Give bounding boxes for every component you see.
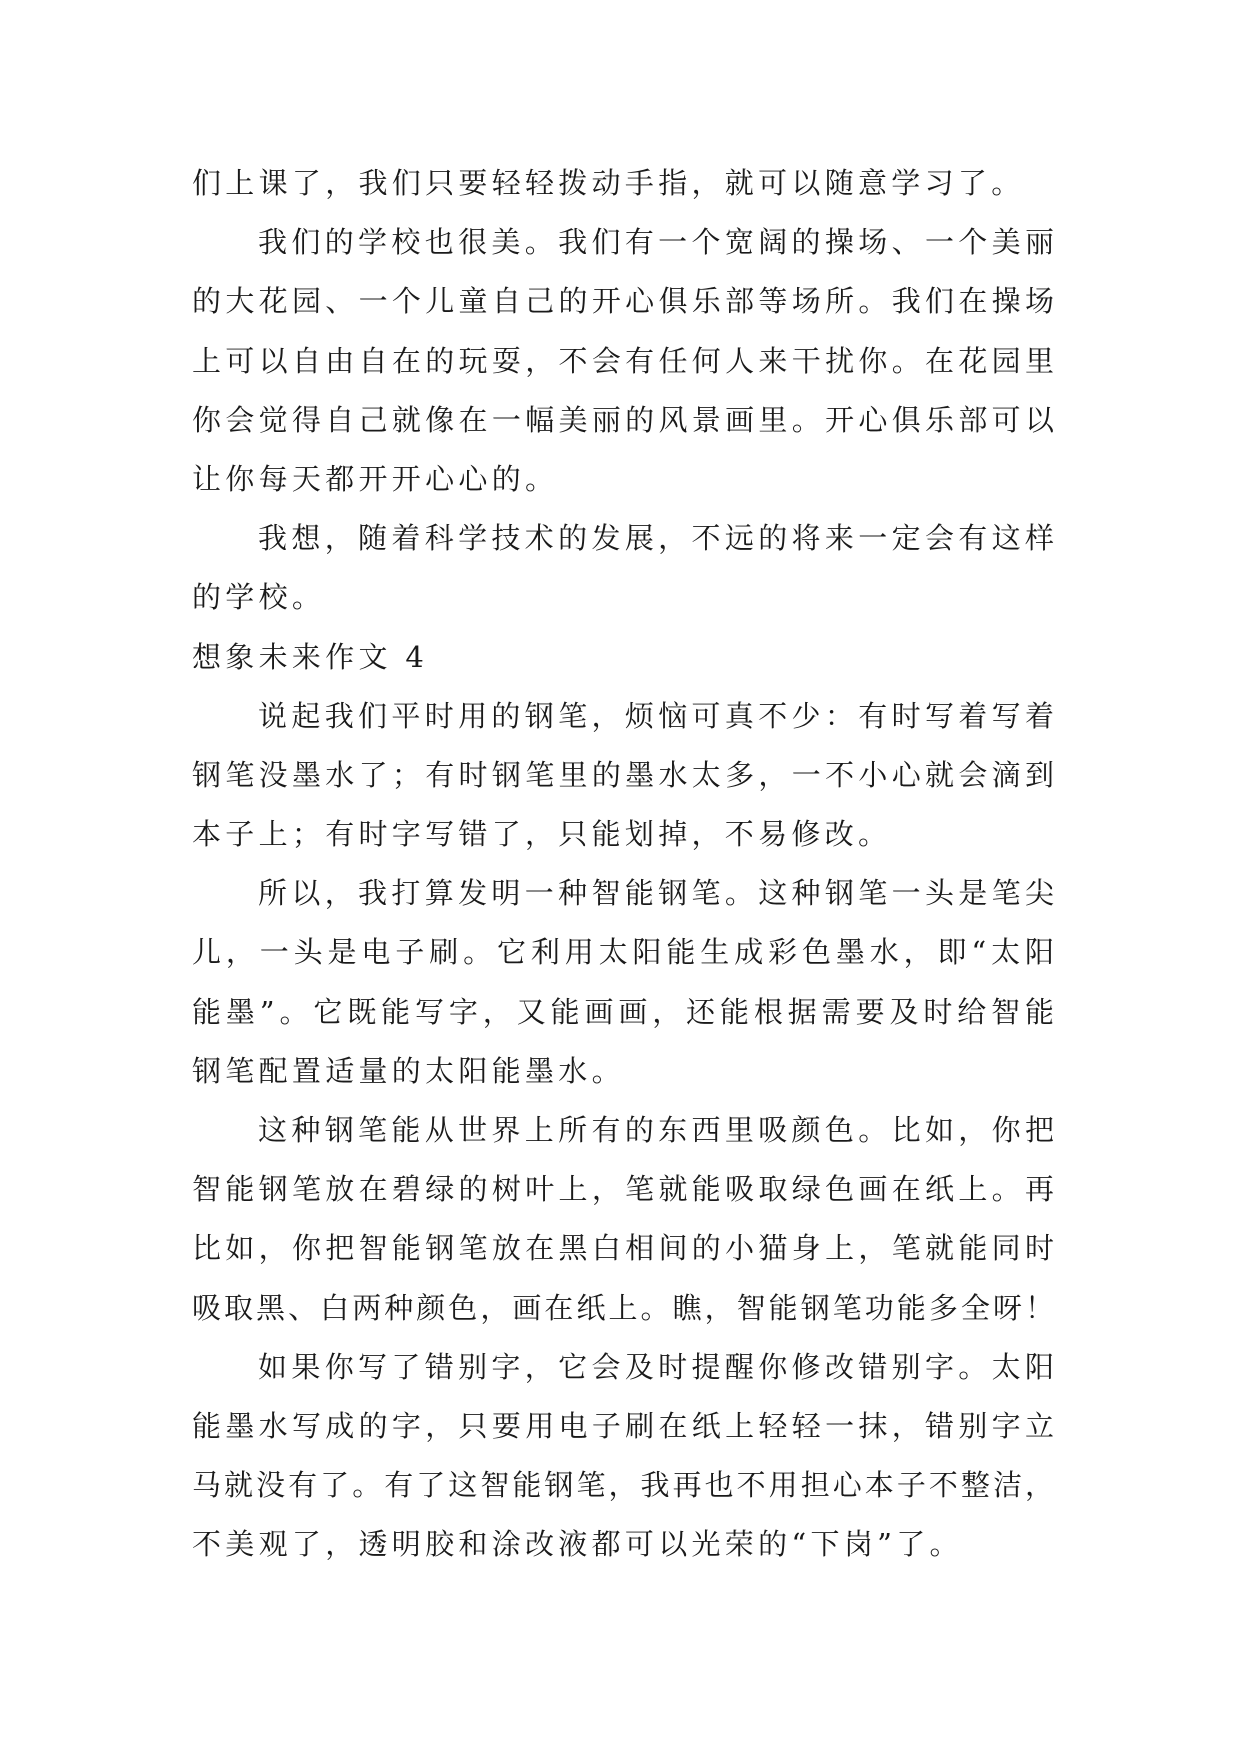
paragraph-line: 儿，一头是电子刷。它利用太阳能生成彩色墨水，即“太阳 <box>192 935 1054 970</box>
paragraph-line: 所以，我打算发明一种智能钢笔。这种钢笔一头是笔尖 <box>258 876 1054 911</box>
paragraph-line: 我们的学校也很美。我们有一个宽阔的操场、一个美丽 <box>258 225 1054 260</box>
paragraph-line: 你会觉得自己就像在一幅美丽的风景画里。开心俱乐部可以 <box>192 402 1054 437</box>
paragraph-line: 本子上；有时字写错了，只能划掉，不易修改。 <box>192 817 892 852</box>
paragraph-line: 比如，你把智能钢笔放在黑白相间的小猫身上，笔就能同时 <box>192 1231 1054 1266</box>
paragraph-line: 钢笔没墨水了；有时钢笔里的墨水太多，一不小心就会滴到 <box>192 757 1054 792</box>
paragraph <box>192 687 1054 865</box>
paragraph <box>192 509 1054 627</box>
paragraph <box>192 154 1054 213</box>
paragraph <box>192 1101 1054 1338</box>
paragraph-line: 们上课了，我们只要轻轻拨动手指，就可以随意学习了。 <box>192 166 1025 200</box>
paragraph-line: 我想，随着科学技术的发展，不远的将来一定会有这样 <box>258 521 1054 556</box>
paragraph-line: 的学校。 <box>192 580 326 615</box>
paragraph <box>192 864 1054 1101</box>
paragraph-line: 如果你写了错别字，它会及时提醒你修改错别字。太阳 <box>258 1349 1054 1384</box>
paragraph-line: 这种钢笔能从世界上所有的东西里吸颜色。比如，你把 <box>258 1113 1054 1147</box>
section-heading: 想象未来作文 4 <box>192 639 429 674</box>
paragraph-line: 马就没有了。有了这智能钢笔，我再也不用担心本子不整洁， <box>192 1468 1054 1503</box>
paragraph-line: 上可以自由自在的玩耍，不会有任何人来干扰你。在花园里 <box>192 343 1054 378</box>
paragraph <box>192 213 1054 509</box>
paragraph-line: 钢笔配置适量的太阳能墨水。 <box>192 1053 625 1088</box>
paragraph <box>192 1338 1054 1575</box>
paragraph-line: 不美观了，透明胶和涂改液都可以光荣的“下岗”了。 <box>192 1527 963 1562</box>
paragraph-line: 吸取黑、白两种颜色，画在纸上。瞧，智能钢笔功能多全呀！ <box>192 1290 1054 1325</box>
paragraph-line: 的大花园、一个儿童自己的开心俱乐部等场所。我们在操场 <box>192 284 1054 319</box>
document-body <box>192 154 1054 1575</box>
paragraph-line: 能墨”。它既能写字，又能画画，还能根据需要及时给智能 <box>192 994 1054 1029</box>
paragraph-line: 智能钢笔放在碧绿的树叶上，笔就能吸取绿色画在纸上。再 <box>192 1172 1054 1207</box>
paragraph-line: 让你每天都开开心心的。 <box>192 461 559 496</box>
paragraph-line: 能墨水写成的字，只要用电子刷在纸上轻轻一抹，错别字立 <box>192 1408 1054 1443</box>
paragraph-line: 说起我们平时用的钢笔，烦恼可真不少：有时写着写着 <box>258 698 1054 733</box>
